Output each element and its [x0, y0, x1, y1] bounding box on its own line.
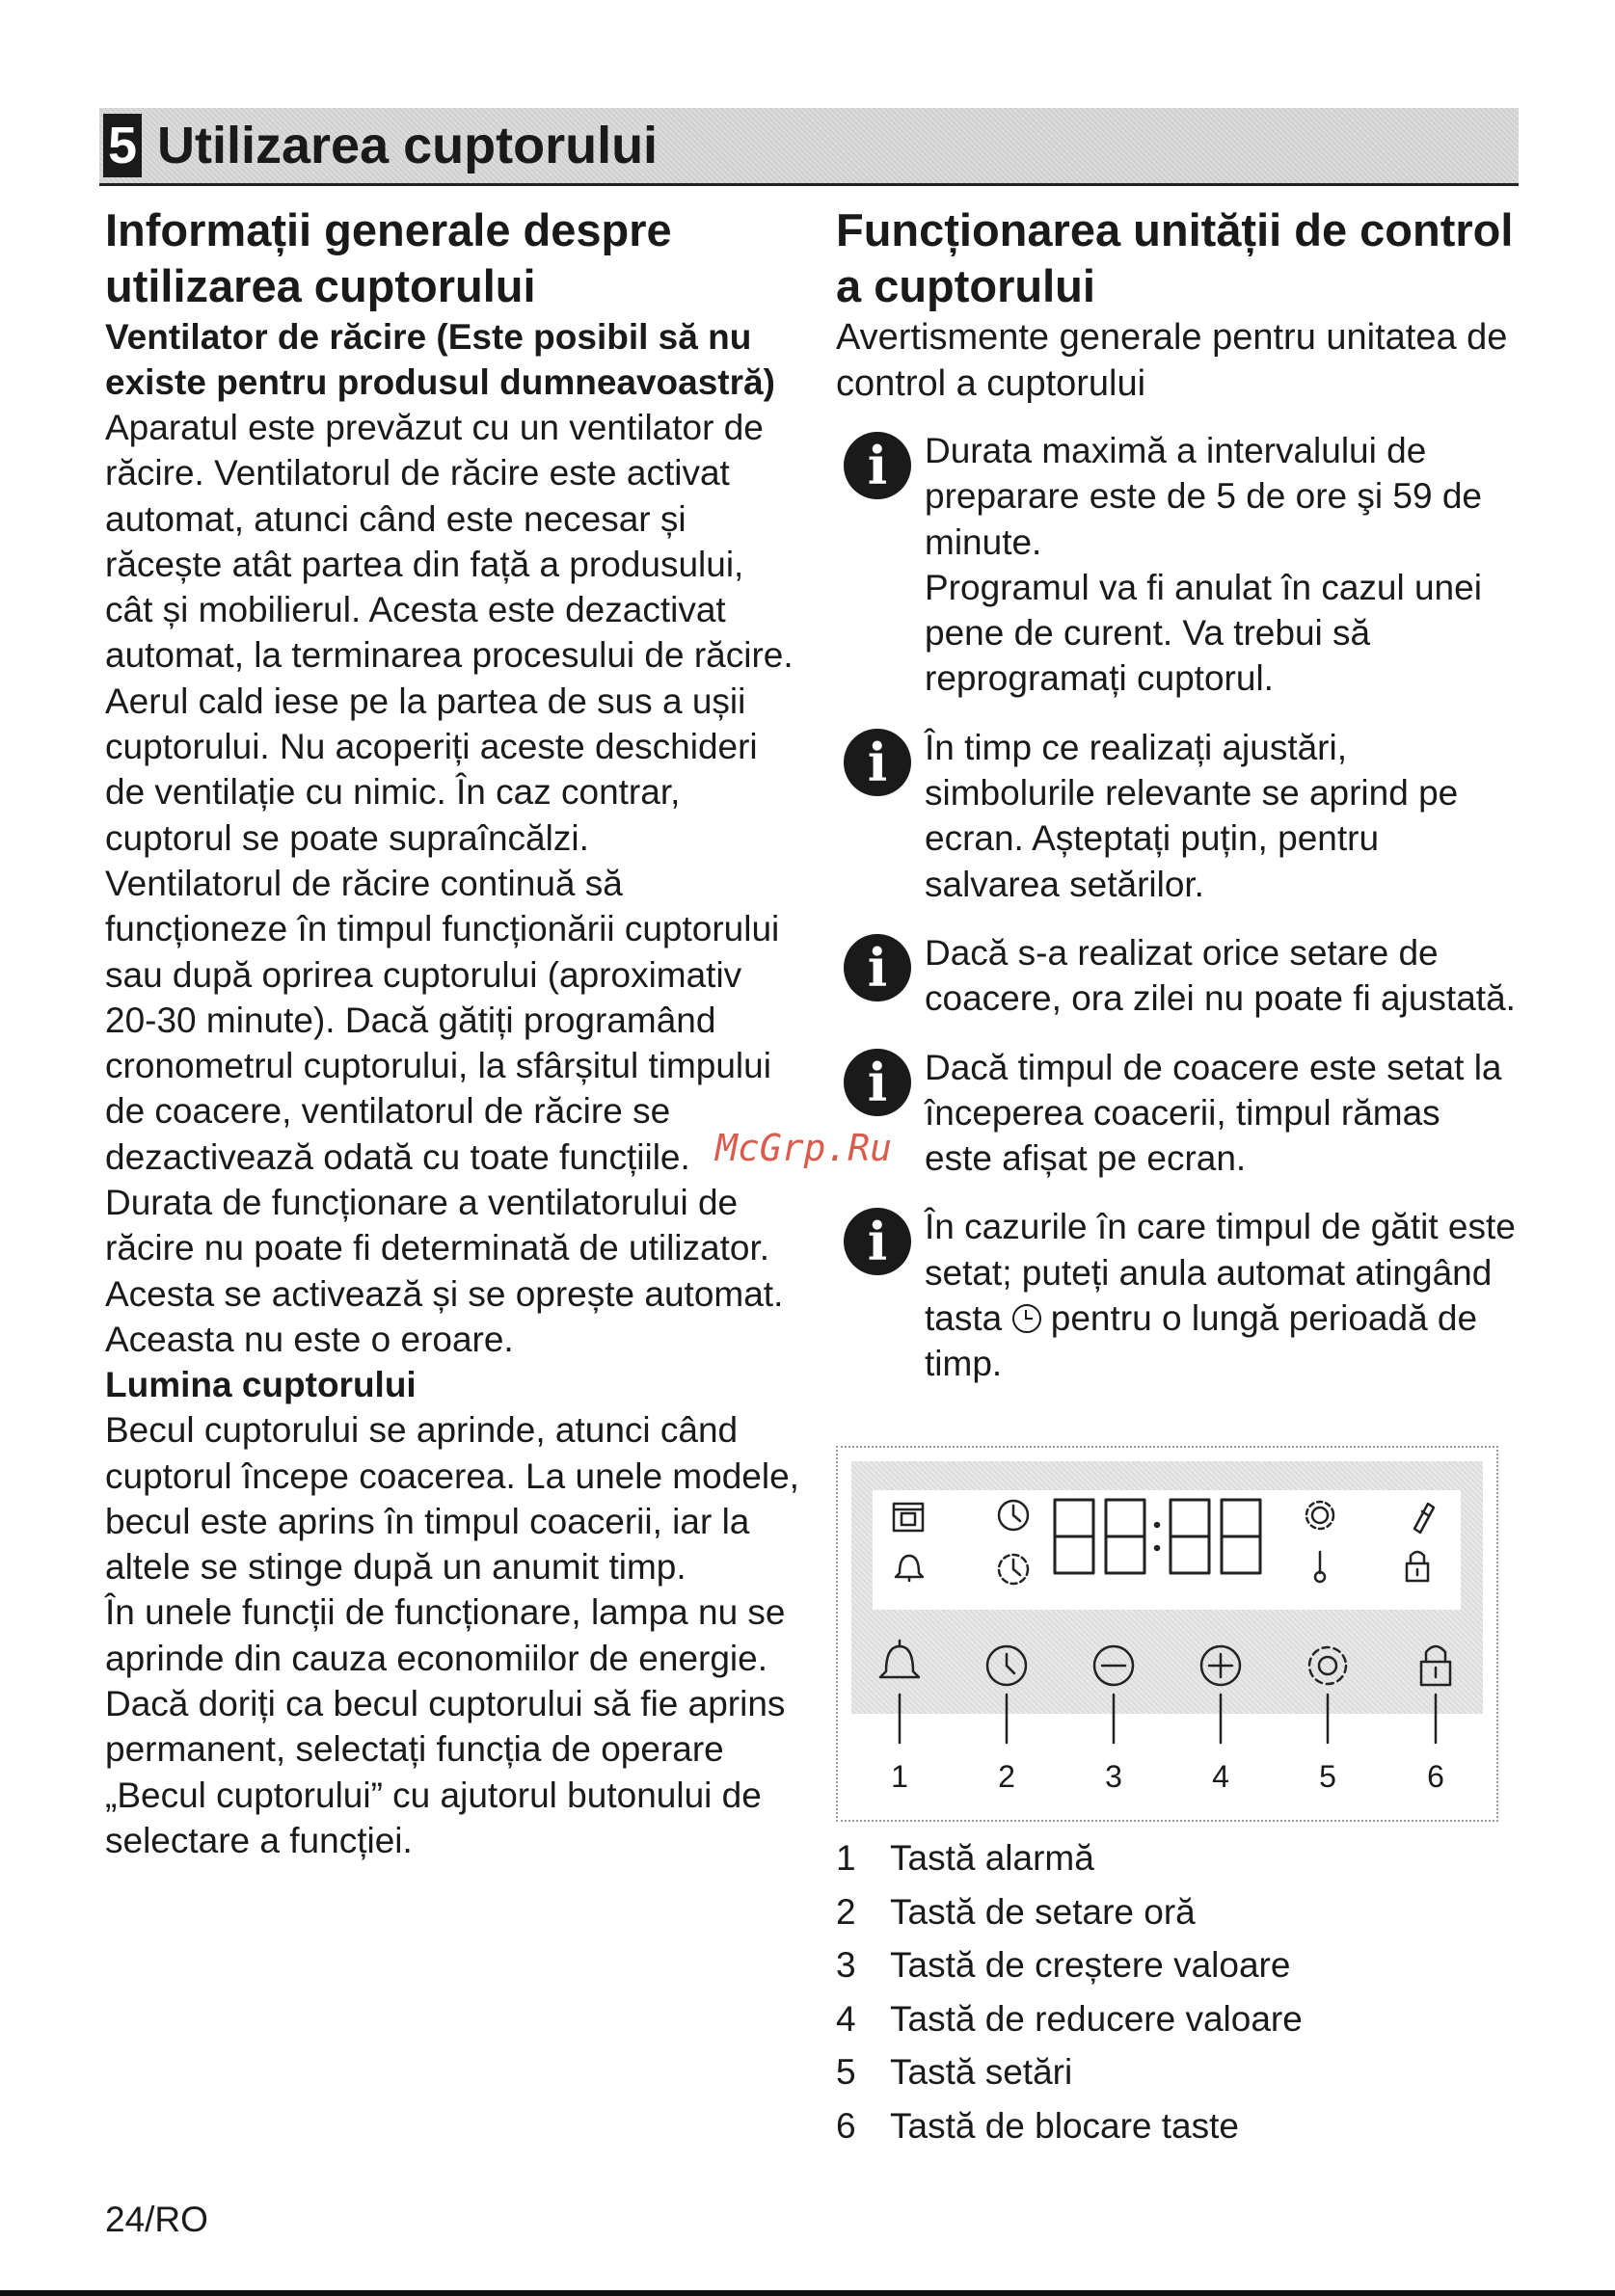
- minus-key-icon: [1094, 1646, 1133, 1685]
- right-heading: Funcționarea unității de control a cuptorului: [836, 204, 1514, 311]
- note-text: Programul va fi anulat în cazul unei pene de curent. Va trebui să reprogramați cuptorul.: [925, 567, 1482, 699]
- panel-drawing: [838, 1448, 1496, 1820]
- legend-number: 4: [836, 1998, 856, 2039]
- timer-display-icon: [999, 1555, 1028, 1584]
- info-icon: i: [844, 1208, 911, 1275]
- right-subheading: Avertismente generale pentru unitatea de control a cuptorului: [836, 317, 1508, 404]
- plus-key-icon: [1201, 1646, 1240, 1685]
- fan-paragraph-1: Aparatul este prevăzut cu un ventilator de răcire. Ventilatorul de răcire este activat automat, atunci când este necesar și răcește atât partea din față a produsului, cât și mobilierul. Acesta este dezactivat automat, la terminarea procesului de răcire. Aerul cald iese pe la partea de sus a ușii cuptorului. Nu acoperiți aceste deschideri de ventilație cu nimic. În caz contrar, cuptorul se poate supraîncălzi.: [105, 408, 794, 858]
- lock-key-icon: [1421, 1646, 1450, 1685]
- lamp-paragraph-2: În unele funcții de funcționare, lampa nu se aprinde din cauza economiilor de energie.: [105, 1592, 786, 1678]
- legend-number: 2: [836, 1891, 856, 1932]
- info-icon: i: [844, 729, 911, 796]
- panel-number-1: 1: [891, 1759, 908, 1794]
- panel-number-4: 4: [1212, 1759, 1229, 1794]
- legend-item: [836, 1831, 1516, 1885]
- legend-item: [836, 2099, 1516, 2153]
- note-5: [836, 1204, 1516, 1386]
- note-3: [836, 930, 1516, 1022]
- legend-label: Tastă alarmă: [890, 1838, 1094, 1878]
- legend-item: [836, 2045, 1516, 2099]
- note-2: [836, 725, 1516, 907]
- bottom-rule: [0, 2290, 1615, 2296]
- info-icon: i: [844, 1049, 911, 1116]
- legend-item: [836, 1992, 1516, 2046]
- settings-key-icon: [1309, 1647, 1346, 1684]
- clock-icon: [1012, 1304, 1041, 1333]
- lamp-title: Lumina cuptorului: [105, 1365, 417, 1405]
- thermometer-display-icon: [1315, 1552, 1325, 1582]
- panel-number-3: 3: [1105, 1759, 1122, 1794]
- legend-number: 5: [836, 2052, 856, 2092]
- digit-display: [1055, 1500, 1260, 1573]
- lamp-paragraph-1: Becul cuptorului se aprinde, atunci când cuptorul începe coacerea. La unele modele, becul este aprins în timpul coacerii, iar la altele se stinge după un anumit timp.: [105, 1410, 799, 1588]
- note-4: [836, 1045, 1516, 1182]
- note-1: [836, 428, 1516, 702]
- note-text: Dacă timpul de coacere este setat la începerea coacerii, timpul rămas este afișat pe ecran.: [925, 1047, 1502, 1179]
- legend-item: [836, 1885, 1516, 1939]
- clock-key-icon: [987, 1646, 1026, 1685]
- clock-display-icon: [999, 1501, 1028, 1530]
- key-legend: [836, 1831, 1516, 2152]
- legend-label: Tastă de reducere valoare: [890, 1998, 1303, 2039]
- left-column: [105, 202, 799, 1863]
- control-panel-diagram: [836, 1446, 1498, 1822]
- legend-number: 3: [836, 1945, 856, 1985]
- bell-display-icon: [896, 1556, 923, 1581]
- lock-display-icon: [1407, 1552, 1428, 1581]
- note-text: Durata maximă a intervalului de preparare este de 5 de ore şi 59 de minute.: [925, 431, 1482, 562]
- section-title: Utilizarea cuptorului: [157, 117, 659, 174]
- legend-number: 6: [836, 2105, 856, 2146]
- panel-number-5: 5: [1319, 1759, 1336, 1794]
- legend-label: Tastă de creștere valoare: [890, 1945, 1291, 1985]
- page-number: 24/RO: [105, 2200, 208, 2239]
- note-text: În timp ce realizați ajustări, simbolurile relevante se aprind pe ecran. Așteptați puțin, pentru salvarea setărilor.: [925, 727, 1459, 904]
- legend-label: Tastă de blocare taste: [890, 2105, 1239, 2146]
- legend-number: 1: [836, 1838, 856, 1878]
- notes-list: [836, 428, 1516, 1387]
- note-text: Dacă s-a realizat orice setare de coacere, ora zilei nu poate fi ajustată.: [925, 932, 1516, 1019]
- note-text-part: În cazurile în care timpul de gătit este setat; puteți anula automat atingând tasta: [925, 1207, 1516, 1339]
- section-number: 5: [103, 114, 142, 177]
- legend-item: [836, 1938, 1516, 1992]
- right-column: [836, 202, 1516, 1410]
- lamp-paragraph-3: Dacă doriți ca becul cuptorului să fie aprins permanent, selectați funcția de operare „Becul cuptorului” cu ajutorul butonului de selectare a funcției.: [105, 1684, 786, 1860]
- panel-number-2: 2: [998, 1759, 1015, 1794]
- probe-display-icon: [1414, 1504, 1434, 1533]
- bell-key-icon: [880, 1641, 919, 1677]
- oven-lamp-display-icon: [894, 1504, 923, 1531]
- settings-display-icon: [1306, 1502, 1333, 1529]
- legend-label: Tastă setări: [890, 2052, 1073, 2092]
- left-heading: Informații generale despre utilizarea cuptorului: [105, 204, 672, 311]
- info-icon: i: [844, 432, 911, 499]
- note-text-part: pentru o lungă perioadă de timp.: [925, 1298, 1478, 1384]
- fan-title: Ventilator de răcire (Este posibil să nu existe pentru produsul dumneavoastră): [105, 317, 775, 402]
- panel-number-6: 6: [1427, 1759, 1444, 1794]
- note-text: [925, 1204, 1516, 1386]
- watermark: McGrp.Ru: [715, 1127, 893, 1169]
- legend-label: Tastă de setare oră: [890, 1891, 1196, 1932]
- fan-paragraph-2: Ventilatorul de răcire continuă să funcționeze în timpul funcționării cuptorului sau după oprirea cuptorului (aproximativ 20-30 minute). Dacă gătiți programând cronometrul cuptorului, la sfârșitul timpului de coacere, ventilatorul de răcire se dezactivează odată cu toate funcțiile. Durata de funcționare a ventilatorului de răcire nu poate fi determinată de utilizator. Acesta se activează și se oprește automat. Aceasta nu este o eroare.: [105, 863, 784, 1359]
- info-icon: i: [844, 934, 911, 1001]
- section-banner: [99, 108, 1519, 186]
